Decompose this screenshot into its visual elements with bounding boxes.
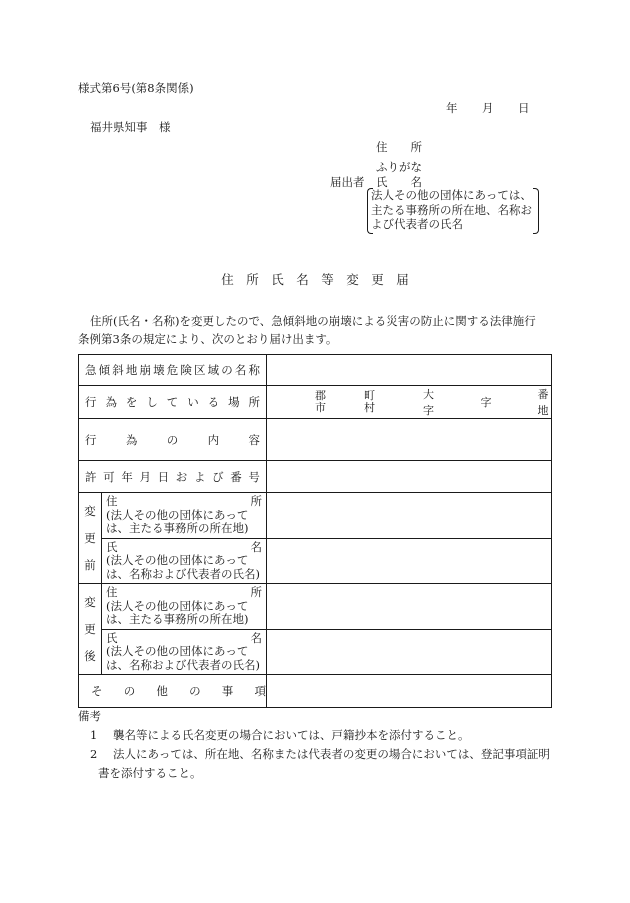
after-label: [79, 594, 101, 664]
label-char: の: [189, 684, 201, 698]
after-address-field[interactable]: [267, 584, 552, 630]
label-char: 変: [84, 504, 96, 518]
label-char: お: [175, 469, 188, 484]
label-char: 番: [230, 469, 242, 484]
addr-note-1: (法人その他の団体にあって: [106, 598, 249, 613]
label-char: 前: [84, 558, 96, 572]
label-char: 斜: [112, 363, 124, 377]
date-day-label: 日: [518, 101, 530, 115]
table-row: [79, 461, 552, 493]
bracket-line-2: 主たる事務所の所在地、名称お: [371, 202, 532, 217]
label-char: の: [166, 432, 179, 447]
date-year-label: 年: [446, 101, 458, 115]
note-2-text-2: 書を添付すること。: [98, 766, 202, 780]
addr-label-b: 所: [250, 494, 262, 508]
other-field[interactable]: [267, 675, 552, 708]
label-char: 地: [125, 363, 138, 377]
label-char: 為: [105, 395, 117, 409]
note-2-text-1: 法人にあっては、所在地、名称または代表者の変更の場合においては、登記事項証明: [112, 747, 550, 761]
content-field[interactable]: [267, 419, 552, 461]
reporter-label: 届出者: [330, 175, 365, 189]
before-label-cell: [79, 493, 102, 584]
aza-label: 字: [480, 396, 492, 409]
after-label-cell: [79, 584, 102, 675]
location-field[interactable]: [267, 386, 552, 419]
location-label: [85, 394, 260, 410]
name-label: 氏 名: [376, 175, 422, 189]
table-row: [79, 584, 552, 630]
label-char: よ: [193, 469, 206, 484]
note-1-number: 1: [90, 728, 98, 742]
body-line-1: 住所(氏名・名称)を変更したので、急傾斜地の崩壊による災害の防止に関する法律施行: [90, 314, 536, 328]
label-char: 傾: [98, 363, 111, 377]
label-char: 許: [85, 469, 97, 484]
label-char: 壊: [153, 363, 165, 377]
addressee: 福井県知事 様: [90, 120, 171, 134]
addr-note-2: は、主たる事務所の所在地): [106, 612, 249, 626]
area-name-label-cell: [79, 355, 267, 386]
shi-label: 市: [315, 401, 326, 414]
label-char: 容: [248, 432, 260, 447]
label-char: 年: [121, 469, 133, 484]
label-char: 可: [103, 469, 115, 484]
label-char: 更: [84, 531, 96, 545]
addr-note-2: は、主たる事務所の所在地): [106, 521, 249, 535]
name-label-b: 名: [250, 630, 262, 645]
body-text: [78, 312, 556, 348]
furigana-label: ふりがな: [376, 160, 422, 174]
table-row: [79, 538, 552, 584]
name-note-1: (法人その他の団体にあって: [106, 644, 249, 658]
content-label: [85, 432, 260, 448]
addr-label-a: 住: [106, 585, 118, 599]
label-char: の: [221, 363, 233, 377]
name-label-b: 名: [250, 539, 262, 554]
label-char: 行: [85, 395, 97, 409]
document-title: 住 所 氏 名 等 変 更 届: [221, 272, 409, 287]
label-char: 後: [84, 649, 96, 663]
oaza-label: 大字: [423, 388, 434, 417]
label-char: び: [212, 469, 224, 484]
addr-label-b: 所: [250, 585, 262, 599]
label-char: 内: [207, 432, 220, 447]
area-name-label: [85, 362, 260, 378]
area-name-field[interactable]: [267, 355, 552, 386]
other-label: [85, 683, 272, 699]
label-char: 為: [125, 432, 138, 447]
bracket-line-3: よび代表者の氏名: [371, 217, 463, 231]
before-address-field[interactable]: [267, 493, 552, 539]
label-char: を: [125, 395, 138, 409]
body-line-2: 条例第3条の規定により、次のとおり届け出ます。: [78, 332, 338, 346]
label-char: 急: [85, 363, 97, 377]
label-char: の: [123, 684, 136, 698]
label-char: 域: [207, 363, 220, 377]
after-name-field[interactable]: [267, 629, 552, 675]
label-char: 険: [180, 363, 192, 377]
table-row: [79, 675, 552, 708]
label-char: 所: [248, 395, 260, 409]
addr-label-a: 住: [106, 494, 118, 508]
label-char: い: [187, 395, 199, 409]
label-char: 危: [166, 363, 179, 377]
permit-label: [85, 469, 260, 485]
label-char: し: [146, 395, 158, 409]
label-char: そ: [91, 684, 103, 698]
address-label: 住 所: [376, 140, 422, 154]
table-row: [79, 386, 552, 419]
label-char: 区: [194, 363, 206, 377]
table-row: [79, 419, 552, 461]
name-label-a: 氏: [106, 539, 118, 554]
label-char: 更: [84, 622, 96, 636]
gun-label: 郡: [315, 389, 326, 402]
label-char: 日: [157, 469, 170, 484]
label-char: 名: [234, 363, 247, 377]
label-char: 他: [156, 684, 168, 698]
label-char: 崩: [139, 363, 151, 377]
name-note-2: は、名称および代表者の氏名): [106, 566, 260, 581]
label-char: 号: [248, 469, 260, 484]
addr-note-1: (法人その他の団体にあって: [106, 507, 249, 522]
change-form-table: [78, 354, 552, 708]
son-label: 村: [364, 401, 375, 414]
name-note-1: (法人その他の団体にあって: [106, 553, 249, 567]
label-char: 項: [254, 684, 266, 698]
banchi-label: 番地: [537, 388, 549, 417]
note-2-number: 2: [90, 747, 98, 761]
name-label-a: 氏: [106, 630, 118, 645]
label-char: 事: [221, 684, 234, 698]
before-label: [79, 503, 101, 573]
bracket-line-1: 法人その他の団体にあっては、: [371, 188, 532, 202]
table-row: [79, 355, 552, 386]
label-char: 称: [248, 363, 260, 377]
before-name-field[interactable]: [267, 538, 552, 584]
label-char: 場: [228, 395, 240, 409]
label-char: 変: [84, 595, 96, 609]
table-row: [79, 629, 552, 675]
label-char: て: [166, 395, 179, 409]
notes-section: [78, 707, 550, 783]
table-row: [79, 493, 552, 539]
permit-field[interactable]: [267, 461, 552, 493]
form-number: 様式第6号(第8条関係): [78, 81, 194, 95]
note-1-text: 襲名等による氏名変更の場合においては、戸籍抄本を添付すること。: [112, 728, 470, 742]
notes-heading: 備考: [78, 709, 101, 723]
name-note-2: は、名称および代表者の氏名): [106, 657, 260, 672]
corporate-note-bracket: [367, 188, 539, 232]
date-month-label: 月: [482, 101, 494, 115]
label-char: 行: [85, 432, 97, 447]
cho-label: 町: [364, 389, 375, 402]
label-char: 月: [139, 469, 151, 484]
label-char: る: [207, 395, 220, 409]
